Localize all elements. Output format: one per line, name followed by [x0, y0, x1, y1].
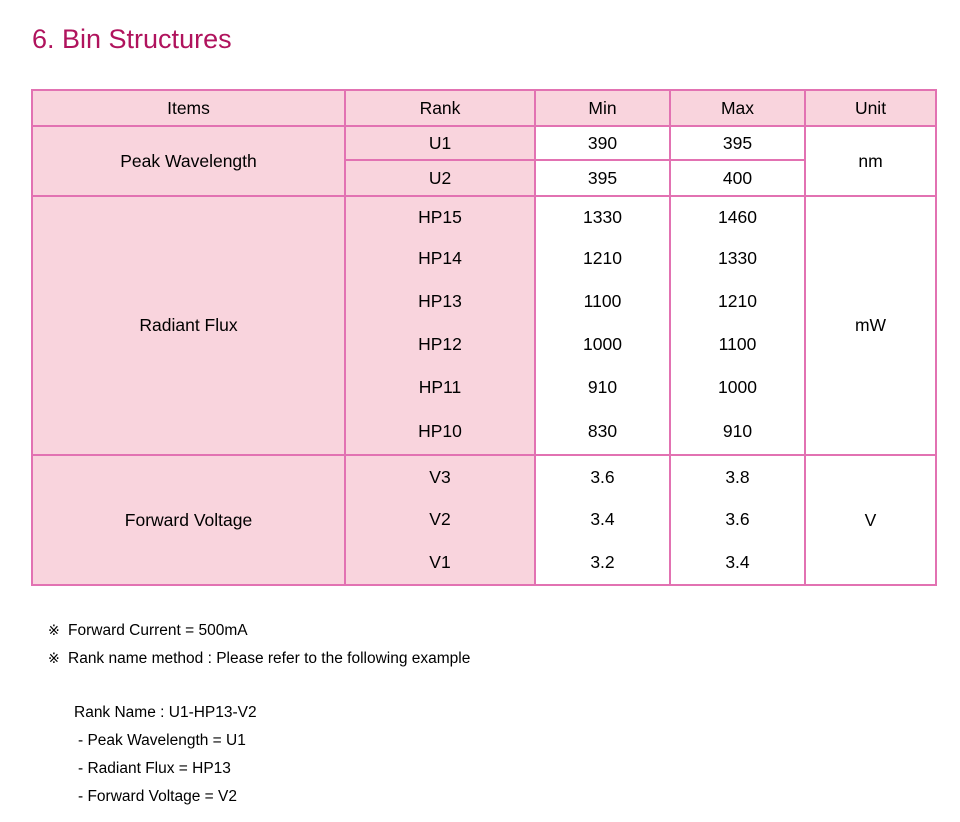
- max-cell: 3.8: [670, 455, 805, 498]
- reference-mark-icon: ※: [48, 651, 60, 667]
- max-cell: 400: [670, 160, 805, 196]
- header-min: Min: [535, 90, 670, 126]
- max-cell: 1100: [670, 323, 805, 366]
- example-line: - Radiant Flux = HP13: [78, 760, 231, 777]
- min-cell: 390: [535, 126, 670, 160]
- note-forward-current: [48, 617, 470, 645]
- example-line: - Peak Wavelength = U1: [78, 732, 246, 749]
- header-items: Items: [32, 90, 345, 126]
- max-cell: 395: [670, 126, 805, 160]
- max-cell: 1460: [670, 196, 805, 237]
- max-cell: 3.6: [670, 498, 805, 541]
- rank-cell: HP11: [345, 366, 535, 409]
- header-max: Max: [670, 90, 805, 126]
- min-cell: 1000: [535, 323, 670, 366]
- note-text: Forward Current = 500mA: [68, 622, 248, 639]
- item-peak-wavelength: Peak Wavelength: [32, 126, 345, 196]
- bin-structure-table: [31, 89, 937, 586]
- rank-cell: V3: [345, 455, 535, 498]
- table-row: [32, 196, 936, 237]
- reference-mark-icon: ※: [48, 623, 60, 639]
- min-cell: 3.6: [535, 455, 670, 498]
- item-forward-voltage: Forward Voltage: [32, 455, 345, 585]
- rank-cell: U1: [345, 126, 535, 160]
- min-cell: 910: [535, 366, 670, 409]
- item-radiant-flux: Radiant Flux: [32, 196, 345, 455]
- notes: [48, 617, 470, 673]
- rank-cell: HP14: [345, 237, 535, 280]
- rank-cell: HP13: [345, 280, 535, 323]
- rank-cell: HP12: [345, 323, 535, 366]
- rank-cell: HP15: [345, 196, 535, 237]
- rank-cell: U2: [345, 160, 535, 196]
- max-cell: 1000: [670, 366, 805, 409]
- max-cell: 1330: [670, 237, 805, 280]
- unit-nm: nm: [805, 126, 936, 196]
- example-line: - Forward Voltage = V2: [78, 788, 237, 805]
- min-cell: 1100: [535, 280, 670, 323]
- unit-mw: mW: [805, 196, 936, 455]
- table-row: [32, 126, 936, 160]
- min-cell: 830: [535, 409, 670, 455]
- example-heading: Rank Name : U1-HP13-V2: [74, 704, 257, 721]
- table-row: [32, 455, 936, 498]
- table-header-row: [32, 90, 936, 126]
- rank-cell: HP10: [345, 409, 535, 455]
- header-unit: Unit: [805, 90, 936, 126]
- header-rank: Rank: [345, 90, 535, 126]
- min-cell: 3.2: [535, 541, 670, 585]
- note-text: Rank name method : Please refer to the following example: [68, 650, 471, 667]
- max-cell: 910: [670, 409, 805, 455]
- min-cell: 1330: [535, 196, 670, 237]
- note-rank-method: [48, 645, 470, 673]
- page-title: 6. Bin Structures: [32, 24, 232, 54]
- min-cell: 395: [535, 160, 670, 196]
- rank-cell: V2: [345, 498, 535, 541]
- rank-cell: V1: [345, 541, 535, 585]
- min-cell: 1210: [535, 237, 670, 280]
- max-cell: 3.4: [670, 541, 805, 585]
- min-cell: 3.4: [535, 498, 670, 541]
- rank-name-example: [74, 699, 257, 811]
- max-cell: 1210: [670, 280, 805, 323]
- unit-v: V: [805, 455, 936, 585]
